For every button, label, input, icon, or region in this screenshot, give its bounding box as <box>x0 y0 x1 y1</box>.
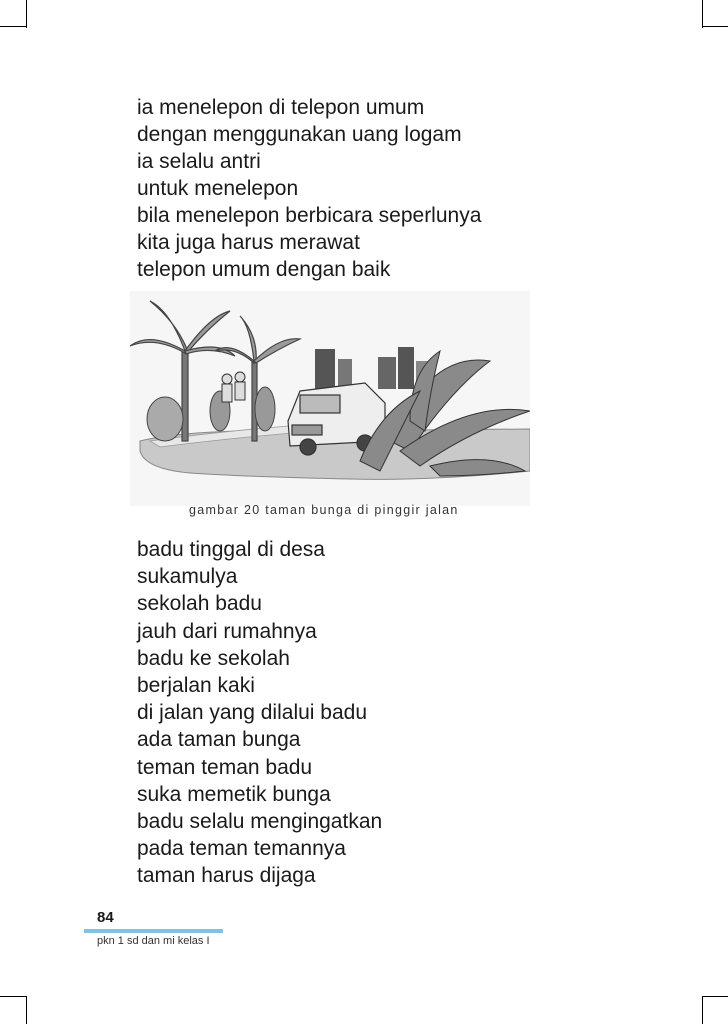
crop-mark <box>703 26 728 27</box>
poem-line: taman harus dijaga <box>137 864 316 888</box>
poem-line: bila menelepon berbicara seperlunya <box>137 204 482 227</box>
poem-line: kita juga harus merawat <box>137 231 360 254</box>
figure-caption: gambar 20 taman bunga di pinggir jalan <box>189 503 459 517</box>
poem-line: telepon umum dengan baik <box>137 258 391 281</box>
poem-line: untuk menelepon <box>137 177 299 200</box>
crop-mark <box>0 26 26 27</box>
poem-line: teman teman badu <box>137 755 313 779</box>
crop-mark <box>702 996 703 1024</box>
poem-line: berjalan kaki <box>137 673 255 697</box>
poem-line: badu ke sekolah <box>137 646 290 670</box>
page-number: 84 <box>97 909 114 926</box>
poem-line: jauh dari rumahnya <box>137 619 317 643</box>
footer-rule <box>84 929 223 933</box>
street-garden-illustration <box>130 291 530 506</box>
crop-mark <box>703 996 728 997</box>
poem-stanza-top <box>137 94 481 283</box>
poem-line: badu selalu mengingatkan <box>137 809 383 833</box>
poem-line: badu tinggal di desa <box>137 538 325 561</box>
poem-line: sekolah badu <box>137 592 262 616</box>
poem-line: ia menelepon di telepon umum <box>137 96 425 119</box>
poem-line: dengan menggunakan uang logam <box>137 123 462 146</box>
crop-mark <box>0 996 26 997</box>
poem-line: ada taman bunga <box>137 728 301 752</box>
crop-mark <box>26 996 27 1024</box>
poem-line: di jalan yang dilalui badu <box>137 701 368 725</box>
poem-line: suka memetik bunga <box>137 782 331 806</box>
crop-mark <box>26 0 27 28</box>
crop-mark <box>702 0 703 28</box>
footer-book-title: pkn 1 sd dan mi kelas I <box>97 935 210 947</box>
poem-line: pada teman temannya <box>137 837 346 861</box>
poem-line: ia selalu antri <box>137 150 261 173</box>
poem-line: sukamulya <box>137 565 238 589</box>
poem-stanza-bottom <box>137 536 382 889</box>
